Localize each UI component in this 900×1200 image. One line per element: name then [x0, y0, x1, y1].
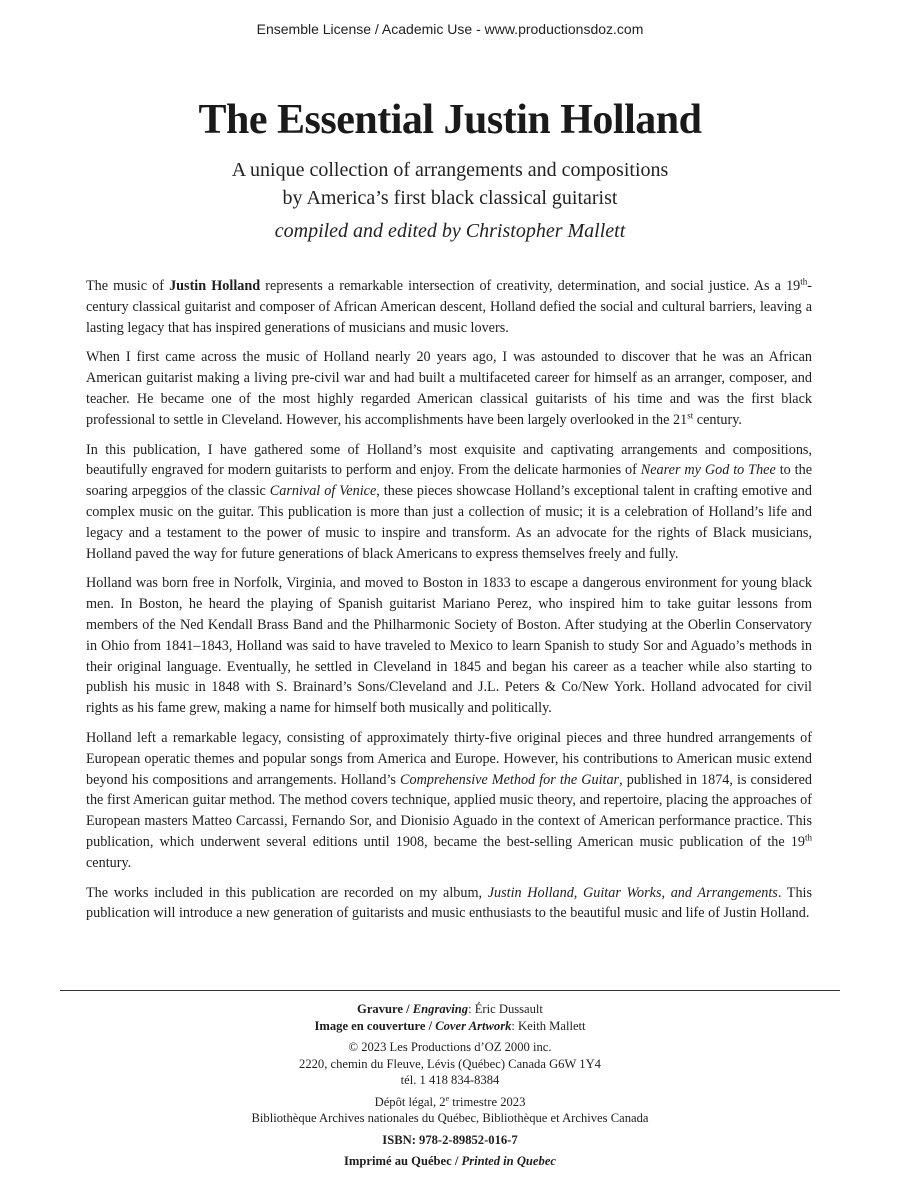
p5-text-a: Holland left a remarkable legacy, consisting of approximately thirty-five original pieces and three hundred arrangements of European operatic themes and popular songs from America and Europe. However, his contributions to American music extend beyond his compositions and arrangements. Holland’s: [86, 729, 812, 788]
p3-italic-title-2: Carnival of Venice: [269, 483, 377, 500]
p5-italic-title: Comprehensive Method for the Guitar: [400, 771, 620, 788]
p2-text-a: When I first came across the music of Holland nearly 20 years ago, I was astounded to discover that he was an African American guitarist making a living pre-civil war and had built a multifaceted career for himself as an arranger, composer, and teacher. He became one of the most highly regarded American classical guitarists of his time and was the first black professional to settle in Cleveland. However, his accomplishments have been largely overlooked in the 21: [86, 349, 812, 428]
p2-superscript: st: [687, 410, 694, 421]
editor-credit: compiled and edited by Christopher Mallett: [274, 220, 626, 242]
subtitle-line-2: by America’s first black classical guitarist: [282, 187, 618, 209]
p1-superscript: th: [800, 276, 808, 287]
paragraph-2: [86, 347, 812, 430]
p6-text-b: . This publication will introduce a new generation of guitarists and music enthusiasts to the beautiful music and life of Justin Holland.: [86, 884, 813, 922]
printed-label-fr: Imprimé au Québec /: [344, 1154, 462, 1168]
cover-label-en: Cover Artwork: [435, 1018, 512, 1033]
engraving-label-en: Engraving: [412, 1002, 469, 1016]
p3-italic-title-1: Nearer my God to Thee: [640, 462, 776, 479]
p3-text-a: In this publication, I have gathered some of Holland’s most exquisite and captivating arrangements and compositions, beautifully engraved for modern guitarists to perform and enjoy. From the delicate harmonies of: [86, 441, 812, 479]
paragraph-6: [86, 883, 812, 925]
legal-deposit-b: trimestre 2023: [449, 1094, 526, 1109]
printed-block: [0, 1153, 900, 1170]
paragraph-5: [86, 728, 812, 874]
p1-text-c: -century classical guitarist and composer of African American descent, Holland defied the social and cultural barriers, leaving a lasting legacy that has inspired generations of musicians and music lovers.: [86, 278, 813, 336]
paragraph-1: [86, 276, 812, 338]
publisher-block: [0, 1039, 900, 1089]
isbn: ISBN: 978-2-89852-016-7: [382, 1132, 518, 1147]
introduction-text: [86, 276, 812, 933]
p3-text-b: to the soaring arpeggios of the classic: [86, 462, 812, 500]
p1-text-b: represents a remarkable intersection of creativity, determination, and social justice. As a 19: [260, 278, 801, 294]
page-title: The Essential Justin Holland: [198, 97, 702, 143]
engraving-value: : Éric Dussault: [468, 1002, 543, 1016]
divider-line: [60, 990, 840, 991]
paragraph-4: Holland was born free in Norfolk, Virginia, and moved to Boston in 1833 to escape a dangerous environment for young black men. In Boston, he heard the playing of Spanish guitarist Mariano Perez, who inspired him to take guitar lessons from members of the Ned Kendall Brass Band and the Philharmonic Society of Boston. After studying at the Oberlin Conservatory in Ohio from 1841–1843, Holland was said to have traveled to Mexico to learn Spanish to study Sor and Aguado’s methods in their original language. Eventually, he settled in Cleveland in 1845 and began his career as a teacher while also starting to publish his music in 1848 with S. Brainard’s Sons/Cleveland and J.L. Peters & Co/New York. Holland advocated for civil rights as his fame grew, making a name for himself both musically and politically.: [86, 575, 812, 717]
paragraph-3: [86, 440, 812, 565]
library-credit: Bibliothèque Archives nationales du Québec, Bibliothèque et Archives Canada: [251, 1111, 649, 1125]
p1-bold-name: Justin Holland: [169, 278, 261, 294]
subtitle: [0, 156, 900, 212]
legal-deposit: [0, 1094, 900, 1111]
legal-deposit-block: [0, 1094, 900, 1127]
cover-label-fr: Image en couverture /: [314, 1018, 436, 1033]
credits-block: [0, 1001, 900, 1034]
cover-credit: [0, 1018, 900, 1035]
p5-superscript: th: [804, 832, 812, 843]
publisher-phone: tél. 1 418 834-8384: [400, 1073, 500, 1087]
p5-text-b: , published in 1874, is considered the first American guitar method. The method covers technique, applied music theory, and repertoire, placing the approaches of European masters Matteo Carcassi, Fernando Sor, and Dionisio Aguado in the context of American performance practice. This publication, which underwent several editions until 1908, became the best-selling American music publication of the 19: [86, 771, 812, 850]
legal-deposit-superscript: e: [445, 1093, 450, 1103]
colophon: [0, 1001, 900, 1175]
p6-italic-album: Justin Holland, Guitar Works, and Arrangements: [487, 884, 778, 901]
p3-text-c: , these pieces showcase Holland’s exceptional talent in crafting emotive and complex music on the guitar. This publication is more than just a collection of music; it is a celebration of Holland’s life and legacy and a testament to the power of music to inspire and transform. As an advocate for the rights of Black musicians, Holland paved the way for future generations of black Americans to express themselves freely and fully.: [86, 483, 812, 562]
engraving-label-fr: Gravure /: [357, 1002, 413, 1016]
publisher-address: 2220, chemin du Fleuve, Lévis (Québec) Canada G6W 1Y4: [299, 1056, 601, 1071]
p1-text-a: The music of: [86, 278, 170, 294]
engraving-credit: [0, 1001, 900, 1018]
legal-deposit-a: Dépôt légal, 2: [374, 1094, 446, 1109]
p5-text-c: century.: [86, 854, 132, 871]
p6-text-a: The works included in this publication are recorded on my album,: [86, 884, 488, 901]
license-header: Ensemble License / Academic Use - www.productionsdoz.com: [256, 21, 644, 37]
p2-text-b: century.: [693, 411, 742, 428]
printed-label-en: Printed in Quebec: [461, 1154, 556, 1168]
copyright: © 2023 Les Productions d’OZ 2000 inc.: [348, 1040, 552, 1054]
subtitle-line-1: A unique collection of arrangements and compositions: [231, 159, 669, 181]
cover-value: : Keith Mallett: [511, 1018, 586, 1033]
isbn-block: [0, 1132, 900, 1149]
